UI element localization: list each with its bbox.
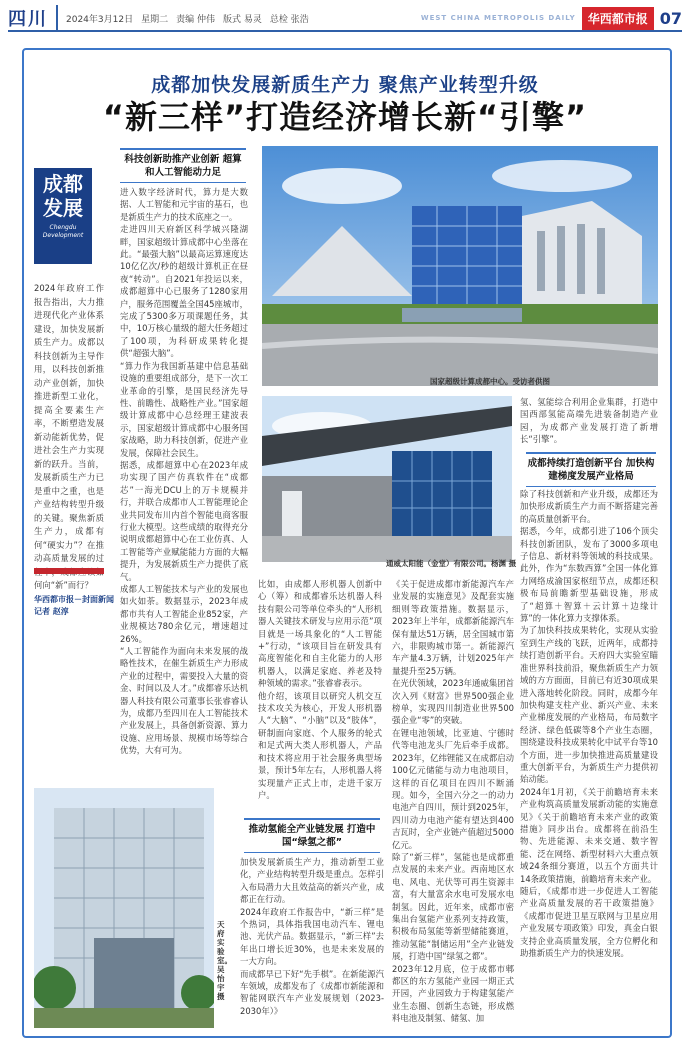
editor-credit: 责编 仲伟 — [176, 14, 215, 25]
divider-bar — [34, 568, 104, 574]
subhead-1: 科技创新助推产业创新 超算和人工智能动力足 — [120, 148, 246, 183]
article-headline: “新三样”打造经济增长新“引擎” — [102, 98, 588, 136]
issue-meta — [66, 12, 309, 25]
issue-date: 2024年3月12日 — [66, 14, 134, 25]
editor-note: 2024年政府工作报告指出，大力推进现代化产业体系建设，加快发展新质生产力。成都以科技创新为主导作用，以科技创新推动产业创新，加快推进新型工业化，提高全要素生产率，不断塑造发展新动能新优势，促进社会生产力实现新的跃升。当前，发展新质生产力已是重中之重，也是产业结构转型升级的关键。聚焦新质生产力，成都有何“硬实力”？在推动高质量发展的过 何向“新”而行？ — [34, 283, 104, 590]
brand-block — [421, 7, 682, 30]
tongwei-solar-photo — [262, 396, 512, 562]
badge-subtitle: Chengdu Development — [42, 224, 84, 239]
issue-weekday: 星期二 — [141, 14, 169, 25]
body-column-5-top: 氢、氢能综合利用企业集群，打造中国西部氢能高端先进装备制造产业园，为成都产业发展打造了新增长“引擎”。 — [520, 397, 658, 445]
photo-caption-2: 通威太阳能（金堂）有限公司。杨渊 摄 — [386, 559, 517, 568]
column-badge — [34, 168, 92, 264]
tianfu-lab-photo — [34, 788, 214, 1028]
section-tag: 四川 — [8, 5, 58, 31]
brand-logo: 华西都市报 — [582, 7, 654, 30]
supercomputing-center-photo — [262, 146, 658, 386]
body-column-1: 进入数字经济时代，算力是大数据、人工智能和元宇宙的基石，也是新质生产力的技术底座之一。 走进四川天府新区科学城兴隆湖畔，国家超级计算成都中心坐落在此。“最强大脑”以最高运算速度达10亿亿次/秒的超级计算机正在昼夜“转动”。自2021年投运以来，成都超算中心已服务了1280家用户，服务范围覆盖全国45座城市，完成了5300多万项课题任务，其中，10万核心量级的超大任务超过了100项，为科研成果转化提供“超强大脑”。 “算力作为我国新基建中信息基础设施的重要组成部分，是下一次工业革命的引擎，是国民经济先导性、前瞻性、战略性产业。”国家超级计算成都中心总经理王建波表示，国家超级计算成都中心服务国家战略，助力科技创新，促进产业发展，保障社会民生。 据悉，成都超算中心在2023年成功实现了国产仿真软件在“成都芯”一海光DCU上的万卡规模并行，并联合成都市人工智能理论企业共同发布川内首个智能电商客服行业大模型。这些成绩的取得充分说明成都超算中心在工业仿真、人工智能等产业赋能能力方面的大幅提升，为发展新质生产力提供了底气。 成都人工智能技术与产业的发展也如火如荼。数据显示，2023年成都市共有人工智能企业852家，产业规模达780余亿元，增速超过26%。 “人工智能作为面向未来发展的战略性技术，在催生新质生产力形成产业的过程中，需要投入大量的资金、时间以及人才。”成都睿乐达机器人科技有限公司董事长张睿睿认为，成都乃至四川在人工智能技术产业发展上，具备创新资源、算力设施、应用场景、规模市场等综合优势，大有可为。 — [120, 187, 248, 756]
body-column-4: 《关于促进成都市新能源汽车产业发展的实施意见》及配套实施细则等政策措施。数据显示，2023年上半年，成都新能源汽车保有量达51万辆，居全国城市第六，非限购城市第一。新能源汽车产量4.3万辆，计划2025年产量提升至25万辆。 在光伏领域，2023年通威集团首次入列《财富》世界500强企业榜单，实现四川制造业世界500强企业“零”的突破。 在锂电池领域，比亚迪、宁德时代等电池龙头厂先后牵手成都。2023年，亿纬锂能又在成都启动100亿元储能与动力电池项目，这样的百亿项目在四川不断涌现。如今，全国六分之一的动力电池产自四川，预计到2025年，四川动力电池产能有望达到400吉瓦时，全产业链产值超过5000亿元。 除了“新三样”，氢能也是成都重点发展的未来产业。西南地区水电、风电、光伏等可再生资源丰富，有大量富余水电可发展水电制氢。因此，近年来，成都市密集出台氢能产业系列支持政策，积极布局氢能等新型储能赛道，推动氢能“制储运用”全产业链发展，打造中国“绿氢之都”。 2023年12月底，位于成都市郫都区的东方氢能产业园一期正式开园，产业园致力于构建氢能产业生态圈、创新生态链，形成燃料电池及制氢、储氢、加 — [392, 579, 514, 1024]
badge-title: 成都 发展 — [43, 172, 83, 220]
body-column-5: 除了科技创新和产业升级，成都还为加快形成新质生产力而不断搭建完善的高质量创新平台。 据悉，今年，成都引进了106个顶尖科技创新团队，发布了3000多项电子信息、新材料等领域的科技成果。此外，作为“东数西算”全国一体化算力网络成渝国家枢纽节点，成都还积极布局前瞻新型基础设施，形成了“超算＋智算＋云计算＋边缘计算”的一体化算力支撑体系。 为了加快科技成果转化，实现从实验室到生产线的飞跃，近两年，成都持续打造创新平台。天府四大实验室瞄准世界科技前沿，聚焦新质生产力领域的方方面面，目前已有近30项成果进入落地转化阶段。同时，成都今年加快构建支柱产业、新兴产业、未来产业梯度发展的产业格局，布局数字经济、绿色低碳等8个产业生态圈，围绕建设科技成果转化中试平台等10个方面，进一步加快推进高质量建设重大创新平台，为新质生产力提供初始动能。 2024年1月初，《关于前瞻培育未来产业构筑高质量发展新动能的实施意见》《关于前瞻培育未来产业的政策措施》同步出台。成都将在前沿生物、先进能源、未来交通、数字智能、泛在网络、新型材料六大重点领域24条细分赛道，以五个方面共计14条政策措施，前瞻培育未来产业。 随后，《成都市进一步促进人工智能产业高质量发展的若干政策措施》《成都市促进卫星互联网与卫星应用产业发展专项政策》印发，真金白银支持企业高质量发展，全方位孵化和助推新质生产力的快速发展。 — [520, 489, 658, 959]
subhead-3: 成都持续打造创新平台 加快构建梯度发展产业格局 — [526, 452, 656, 487]
byline: 华西都市报－封面新闻 记者 赵淳 — [34, 595, 114, 616]
brand-subtitle: WEST CHINA METROPOLIS DAILY — [420, 14, 576, 22]
article-kicker: 成都加快发展新质生产力 聚焦产业转型升级 — [151, 74, 539, 96]
body-column-2: 比如，由成都人形机器人创新中心（筹）和成都睿乐达机器人科技有限公司等单位牵头的“人形机器人关键技术研发与应用示范”项目就是一场具象化的“人工智能+”行动，“该项目旨在研发具有高度智能化和自主化能力的人形机器人，以满足家庭、养老及特种领域的需求。”张睿睿表示。 他介绍，该项目以研究人机交互技术攻关为核心，开发人形机器人“大脑”、“小脑”以及“肢体”，研制面向家庭、个人服务的轮式和足式两大类人形机器人，产品和技术将应用于社会服务典型场景，预计5年左右，人形机器人将实现量产正式上市，走进千家万户。 — [258, 579, 382, 800]
subhead-2: 推动氢能全产业链发展 打造中国“绿氢之都” — [244, 818, 380, 853]
layout-credit: 版式 易灵 — [222, 14, 262, 25]
photo-caption-3: 天府实验室。吴怡宇 摄 — [217, 920, 232, 1001]
masthead-bar — [8, 6, 682, 32]
page-number: 07 — [659, 8, 682, 28]
proof-credit: 总检 张浩 — [269, 14, 309, 25]
photo-caption-1: 国家超级计算成都中心。受访者供图 — [430, 377, 550, 386]
body-column-3: 加快发展新质生产力，推动新型工业化，产业结构转型升级是重点。怎样引入布局潜力大且效益高的新兴产业，成都正在行动。 2024年政府工作报告中，“新三样”是个热词，具体指我国电动汽车、锂电池、光伏产品。数据显示，“新三样”去年出口增长近30%，也是未来发展的一大方向。 而成都早已下好“先手棋”。在新能源汽车领域，成都发布了《成都市新能源和智能网联汽车产业发展规划（2023-2030年）》 — [240, 857, 384, 1016]
